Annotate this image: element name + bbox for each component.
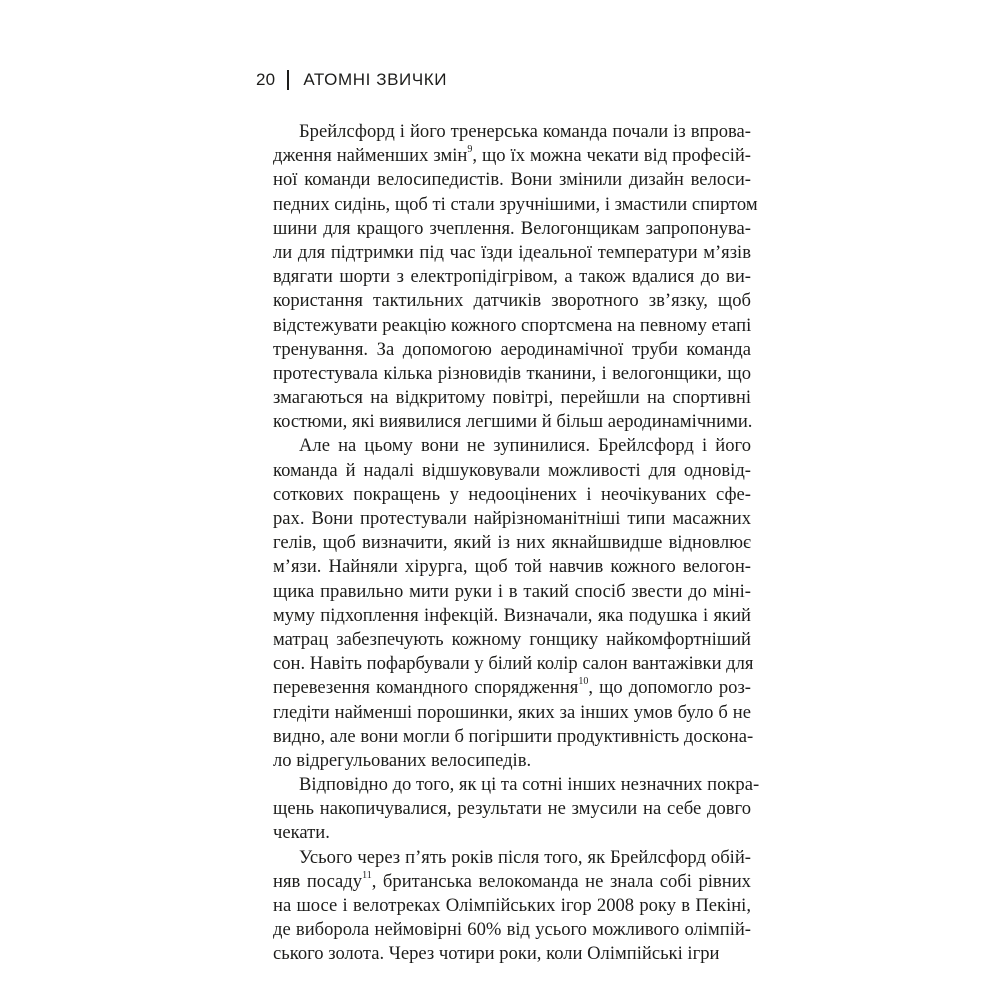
text-line [273,217,751,241]
text-run: чекати. [273,822,330,844]
text-line [273,314,751,338]
text-run: перевезення командного спорядження [273,677,579,699]
text-run: де виборола неймовірні 60% від усього можливого олімпій- [273,919,751,941]
text-run: няв посаду [273,870,363,892]
text-run: щика правильно мити руки і в такий спосіб звести до міні- [273,580,751,602]
text-line [273,652,754,676]
text-line [273,676,751,700]
text-line [273,531,751,555]
paragraph [273,846,751,967]
text-line [273,144,751,168]
text-line [273,628,751,652]
text-run: ло відрегульованих велосипедів. [273,749,532,771]
text-run: команда й надалі відшуковували можливості для одновід- [273,459,751,481]
footnote-ref: 9 [467,144,473,155]
paragraph [273,120,758,434]
text-line [273,870,751,894]
text-run: протестувала кілька різновидів тканини, і велогонщики, що [273,362,751,384]
text-line [273,773,760,797]
text-run: Але на цьому вони не зупинилися. Брейлсфорд і його [299,435,751,457]
text-run: ли для підтримки під час їзди ідеальної температури м’язів [273,241,751,263]
text-line [273,241,751,265]
text-run: ної команди велосипедистів. Вони змінили дизайн велоси- [273,169,751,191]
text-line [273,555,751,579]
text-line [273,821,751,845]
text-line [273,410,751,434]
text-run: шини для кращого зчеплення. Велогонщикам запропонува- [273,217,751,239]
text-line [273,846,751,870]
text-run: гледіти найменші порошинки, яких за інших умов було б не [273,701,751,723]
text-line [273,749,751,773]
text-run: костюми, які виявилися легшими й більш аеродинамічними. [273,411,753,433]
text-line [273,265,751,289]
text-run: сон. Навіть пофарбували у білий колір салон вантажівки для [273,653,754,675]
text-run: вдягати шорти з електропідігрівом, а також вдалися до ви- [273,266,751,288]
footnote-ref: 11 [362,869,372,881]
text-line [273,701,751,725]
header-divider [287,70,289,90]
text-run: ського золота. Через чотири роки, коли Олімпійські ігри [273,943,720,965]
text-run: на шосе і велотреках Олімпійських ігор 2008 року в Пекіні, [273,895,751,916]
text-run: педних сидінь, щоб ті стали зручнішими, і змастили спиртом [273,193,758,215]
text-run: рах. Вони протестували найрізноманітніші типи масажних [273,508,751,529]
text-run: , британська велокоманда не знала собі рівних [371,870,751,892]
text-run: щень накопичувалися, результати не змусили на себе довго [273,798,751,820]
paragraph [273,773,760,846]
text-run: тренування. За допомогою аеродинамічної труби команда [273,338,751,360]
text-line [273,918,751,942]
running-header [256,68,447,92]
book-title: АТОМНІ ЗВИЧКИ [303,70,448,89]
text-run: змагаються на відкритому повітрі, перейшли на спортивні [273,387,751,409]
text-run: соткових покращень у недооцінених і неочікуваних сфе- [273,483,751,505]
text-line [273,168,751,192]
text-line [273,386,751,410]
page-number: 20 [256,70,276,89]
body-text [273,120,760,967]
text-line [273,725,754,749]
text-run: відстежувати реакцію кожного спортсмена на певному етапі [273,314,752,336]
text-run: муму підхоплення інфекцій. Визначали, яка подушка і який [273,604,751,626]
text-line [273,120,751,144]
text-line [273,604,751,628]
text-run: видно, але вони могли б погіршити продуктивність доскона- [273,725,754,747]
text-line [273,193,758,217]
text-line [273,483,751,507]
text-run: Усього через п’ять років після того, як Брейлсфорд обій- [299,846,751,868]
text-run: , що їх можна чекати від професій- [472,145,752,167]
text-line [273,507,751,531]
text-run: м’язи. Найняли хірурга, щоб той навчив кожного велогон- [273,556,751,578]
footnote-ref: 10 [578,676,589,688]
text-run: Відповідно до того, як ці та сотні інших незначних покра- [299,774,760,796]
text-run: користання тактильних датчиків зворотного зв’язку, щоб [273,290,751,312]
text-run: Брейлсфорд і його тренерська команда почали із впрова- [299,121,751,142]
text-run: дження найменших змін [273,145,468,167]
text-run: гелів, щоб визначити, який із них якнайшвидше відновлює [273,532,751,554]
text-line [273,580,751,604]
text-run: матрац забезпечують кожному гонщику найкомфортніший [273,628,751,650]
text-line [273,942,751,966]
text-line [273,434,751,458]
text-line [273,797,751,821]
paragraph [273,434,754,773]
text-line [273,338,751,362]
text-line [273,459,751,483]
text-run: , що допомогло роз- [588,677,751,699]
text-line [273,894,751,918]
text-line [273,289,751,313]
text-line [273,362,751,386]
